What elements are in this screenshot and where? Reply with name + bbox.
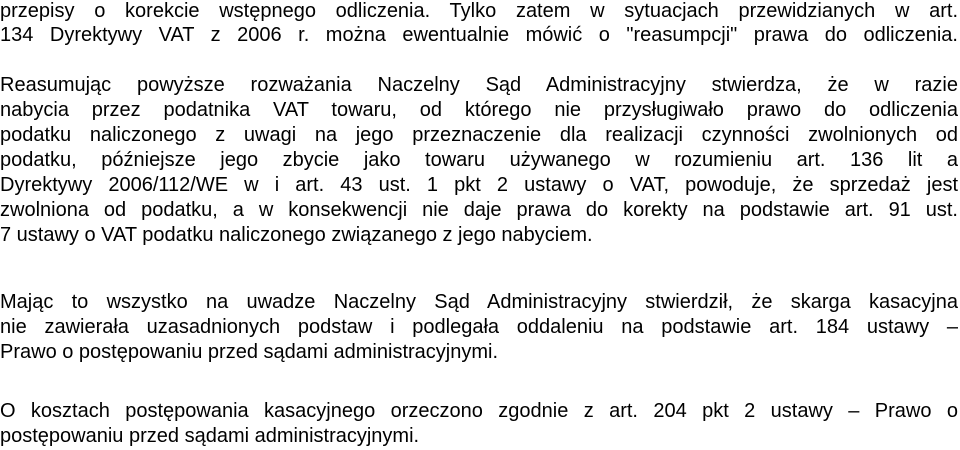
text-line: 7 ustawy o VAT podatku naliczonego związanego z jego nabyciem. (0, 224, 593, 246)
text-line: podatku, późniejsze jego zbycie jako towaru używanego w rozumieniu art. 136 lit a (0, 149, 958, 171)
text-line: O kosztach postępowania kasacyjnego orzeczono zgodnie z art. 204 pkt 2 ustawy – Prawo o (0, 400, 958, 422)
text-line: Reasumując powyższe rozważania Naczelny Sąd Administracyjny stwierdza, że w razie (0, 74, 958, 96)
text-line: zwolniona od podatku, a w konsekwencji nie daje prawa do korekty na podstawie art. 91 ust. (0, 199, 958, 221)
text-line: nie zawierała uzasadnionych podstaw i podlegała oddaleniu na podstawie art. 184 ustawy – (0, 316, 958, 338)
text-line: Prawo o postępowaniu przed sądami administracyjnymi. (0, 341, 499, 363)
text-line: postępowaniu przed sądami administracyjnymi. (0, 425, 420, 447)
text-line: 134 Dyrektywy VAT z 2006 r. można ewentualnie mówić o "reasumpcji" prawa do odliczenia. (0, 24, 958, 46)
text-line: podatku naliczonego z uwagi na jego przeznaczenie dla realizacji czynności zwolnionych od (0, 124, 958, 146)
text-line: Dyrektywy 2006/112/WE w i art. 43 ust. 1 pkt 2 ustawy o VAT, powoduje, że sprzedaż jest (0, 174, 958, 196)
text-line: Mając to wszystko na uwadze Naczelny Sąd Administracyjny stwierdził, że skarga kasacyjna (0, 291, 958, 313)
text-line: nabycia przez podatnika VAT towaru, od którego nie przysługiwało prawo do odliczenia (0, 99, 958, 121)
text-line: przepisy o korekcie wstępnego odliczenia. Tylko zatem w sytuacjach przewidzianych w art. (0, 0, 958, 22)
